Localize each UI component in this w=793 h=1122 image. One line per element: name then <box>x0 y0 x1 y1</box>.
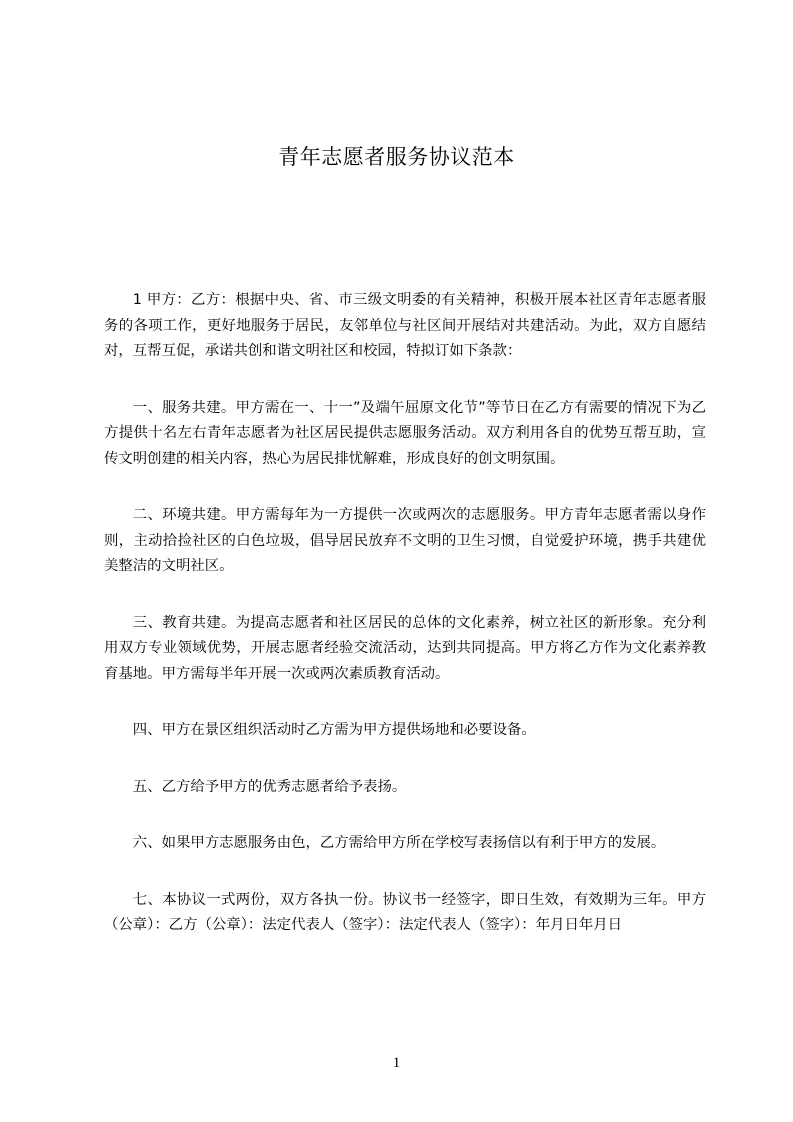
paragraph-clause-3: 三、教育共建。为提高志愿者和社区居民的总体的文化素养，树立社区的新形象。充分利用双方专业领域优势，开展志愿者经验交流活动，达到共同提高。甲方将乙方作为文化素养教育基地。甲方需每半年开展一次或两次素质教育活动。 <box>104 614 706 682</box>
paragraph-clause-1: 一、服务共建。甲方需在一、十一”及端午屈原文化节”等节日在乙方有需要的情况下为乙方提供十名左右青年志愿者为社区居民提供志愿服务活动。双方利用各自的优势互帮互助，宣传文明创建的相关内容，热心为居民排忧解难，形成良好的创文明氛围。 <box>104 399 706 467</box>
document-body <box>104 288 706 970</box>
paragraph-clause-2: 二、环境共建。甲方需每年为一方提供一次或两次的志愿服务。甲方青年志愿者需以身作则，主动拾捡社区的白色垃圾，倡导居民放弃不文明的卫生习惯，自觉爱护环境，携手共建优美整洁的文明社区。 <box>104 507 706 574</box>
paragraph-clause-5: 五、乙方给予甲方的优秀志愿者给予表扬。 <box>132 778 407 795</box>
paragraph-clause-4: 四、甲方在景区组织活动时乙方需为甲方提供场地和必要设备。 <box>132 722 536 738</box>
paragraph-clause-7: 七、本协议一式两份，双方各执一份。协议书一经签字，即日生效，有效期为三年。甲方（公章）：乙方（公章）：法定代表人（签字）：法定代表人（签字）：年月日年月日 <box>104 891 706 933</box>
document-title: 青年志愿者服务协议范本 <box>278 145 515 169</box>
page-number: 1 <box>392 1055 401 1071</box>
paragraph-clause-6: 六、如果甲方志愿服务由色，乙方需给甲方所在学校写表扬信以有利于甲方的发展。 <box>132 835 666 851</box>
paragraph-intro: 1 甲方：乙方：根据中央、省、市三级文明委的有关精神，积极开展本社区青年志愿者服务的各项工作，更好地服务于居民，友邻单位与社区间开展结对共建活动。为此，双方自愿结对，互帮互促，承诺共创和谐文明社区和校园，特拟订如下条款： <box>104 292 706 359</box>
